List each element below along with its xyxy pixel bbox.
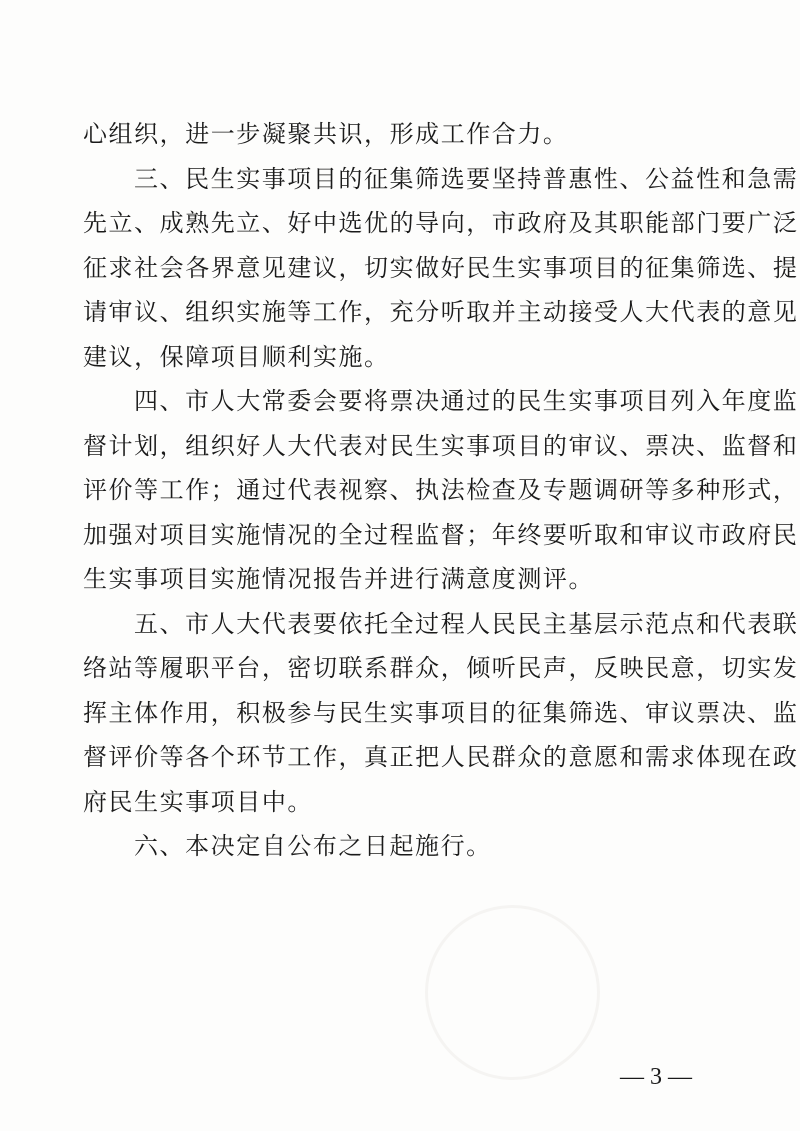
document-body — [83, 112, 799, 869]
text-line: 六、本决定自公布之日起施行。 — [134, 832, 492, 860]
text-line: 请审议、组织实施等工作，充分听取并主动接受人大代表的意见 — [83, 298, 799, 326]
text-line: 府民生实事项目中。 — [83, 787, 313, 816]
text-line: 建议，保障项目顺利实施。 — [83, 342, 390, 371]
text-line: 生实事项目实施情况报告并进行满意度测评。 — [83, 565, 594, 593]
text-line: 先立、成熟先立、好中选优的导向，市政府及其职能部门要广泛 — [83, 209, 799, 237]
text-line: 络站等履职平台，密切联系群众，倾听民声，反映民意，切实发 — [83, 654, 799, 682]
text-line: 督计划，组织好人大代表对民生实事项目的审议、票决、监督和 — [83, 431, 799, 460]
text-line: 评价等工作；通过代表视察、执法检查及专题调研等多种形式， — [83, 476, 799, 504]
text-line: 挥主体作用，积极参与民生实事项目的征集筛选、审议票决、监 — [83, 698, 799, 727]
text-line: 心组织，进一步凝聚共识，形成工作合力。 — [83, 120, 569, 148]
text-line: 三、民生实事项目的征集筛选要坚持普惠性、公益性和急需 — [134, 164, 799, 193]
text-line: 五、市人大代表要依托全过程人民民主基层示范点和代表联 — [134, 609, 799, 638]
page-number: — 3 — — [620, 1064, 692, 1090]
text-line: 督评价等各个环节工作，真正把人民群众的意愿和需求体现在政 — [83, 743, 799, 771]
text-line: 征求社会各界意见建议，切实做好民生实事项目的征集筛选、提 — [83, 253, 799, 282]
faint-seal-mark — [425, 905, 600, 1080]
text-line: 加强对项目实施情况的全过程监督；年终要听取和审议市政府民 — [83, 520, 799, 549]
text-line: 四、市人大常委会要将票决通过的民生实事项目列入年度监 — [134, 387, 799, 415]
